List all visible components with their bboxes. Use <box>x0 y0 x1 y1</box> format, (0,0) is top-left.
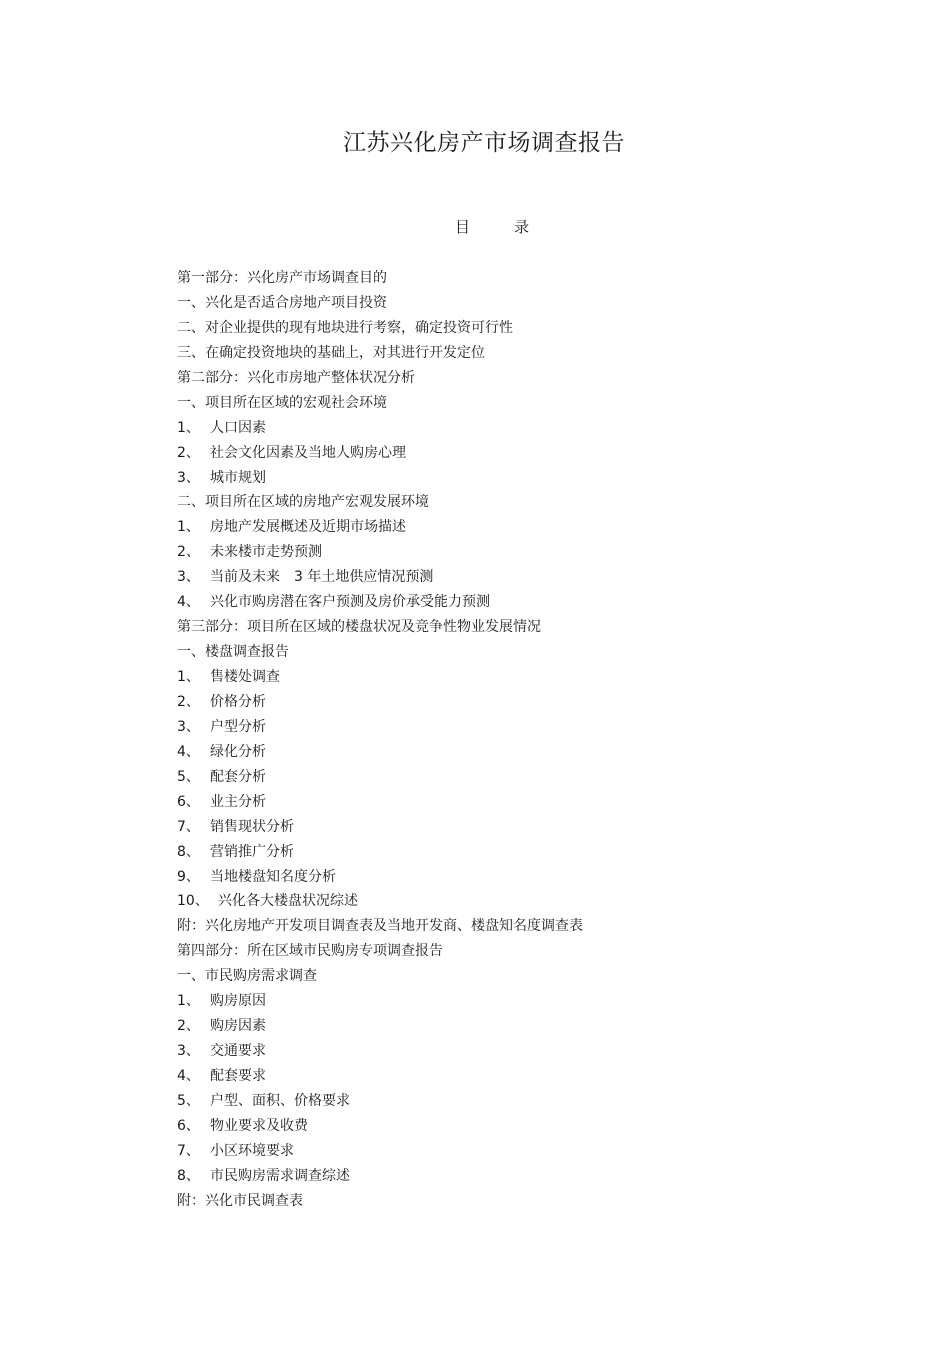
toc-entry-text: 人口因素 <box>210 419 266 436</box>
table-of-contents <box>177 266 583 1214</box>
toc-entry-text: 一、市民购房需求调查 <box>177 968 317 985</box>
toc-entry <box>177 640 583 665</box>
toc-entry-text: 二、对企业提供的现有地块进行考察，确定投资可行性 <box>177 319 513 336</box>
toc-entry-number: 6、 <box>177 793 200 810</box>
toc-entry <box>177 889 583 914</box>
toc-entry-number: 2、 <box>177 444 200 461</box>
toc-entry-number: 5、 <box>177 768 200 785</box>
toc-heading-char: 目 <box>455 218 471 236</box>
toc-entry-number: 4、 <box>177 743 200 760</box>
toc-entry-text: 市民购房需求调查综述 <box>210 1167 350 1184</box>
toc-heading <box>455 216 529 237</box>
toc-entry-number: 1、 <box>177 519 200 536</box>
toc-entry-number: 3、 <box>177 569 200 586</box>
toc-entry-number: 7、 <box>177 1142 200 1159</box>
page-title: 江苏兴化房产市场调查报告 <box>343 130 625 156</box>
toc-entry <box>177 341 583 366</box>
toc-entry-text: 小区环境要求 <box>210 1142 294 1159</box>
toc-entry <box>177 665 583 690</box>
toc-entry-text: 配套要求 <box>210 1068 266 1084</box>
toc-entry <box>177 615 583 640</box>
toc-entry-text: 第一部分：兴化房产市场调查目的 <box>177 270 387 286</box>
toc-entry <box>177 865 583 890</box>
toc-entry-text: 一、兴化是否适合房地产项目投资 <box>177 294 387 311</box>
toc-entry <box>177 1164 583 1189</box>
toc-entry-text: 户型分析 <box>210 718 266 735</box>
toc-entry-text: 价格分析 <box>210 693 266 710</box>
toc-entry-text: 未来楼市走势预测 <box>210 544 322 561</box>
toc-entry-number: 3、 <box>177 718 200 735</box>
toc-entry <box>177 840 583 865</box>
toc-heading-char: 录 <box>514 218 530 236</box>
toc-entry <box>177 1014 583 1039</box>
toc-entry <box>177 391 583 416</box>
toc-entry-number: 3、 <box>177 1043 200 1060</box>
toc-entry-text: 购房原因 <box>210 993 266 1010</box>
toc-entry-number: 5、 <box>177 1092 200 1109</box>
toc-entry-number: 1、 <box>177 669 200 685</box>
toc-entry-number: 1、 <box>177 419 200 436</box>
toc-entry-text: 售楼处调查 <box>210 669 280 685</box>
toc-entry <box>177 815 583 840</box>
toc-entry-text: 房地产发展概述及近期市场描述 <box>210 519 406 536</box>
toc-entry-number: 4、 <box>177 594 200 611</box>
toc-entry <box>177 565 583 590</box>
toc-entry-text: 一、楼盘调查报告 <box>177 644 289 661</box>
toc-entry-text: 附：兴化市民调查表 <box>177 1192 303 1209</box>
toc-entry <box>177 441 583 466</box>
toc-entry <box>177 1114 583 1139</box>
toc-entry-number: 8、 <box>177 843 200 860</box>
toc-entry-number: 7、 <box>177 818 200 835</box>
toc-entry-text: 第四部分：所在区域市民购房专项调查报告 <box>177 943 443 960</box>
toc-entry-text: 当前及未来 3 年土地供应情况预测 <box>210 569 434 586</box>
toc-entry-text: 业主分析 <box>210 793 266 810</box>
toc-entry-text: 城市规划 <box>210 469 266 486</box>
toc-entry <box>177 1039 583 1064</box>
toc-entry <box>177 466 583 491</box>
toc-entry-number: 10、 <box>177 893 209 910</box>
toc-entry <box>177 989 583 1014</box>
toc-entry <box>177 765 583 790</box>
toc-entry-number: 8、 <box>177 1167 200 1184</box>
toc-entry <box>177 790 583 815</box>
toc-entry-text: 兴化各大楼盘状况综述 <box>218 893 358 910</box>
toc-entry <box>177 939 583 964</box>
toc-entry <box>177 291 583 316</box>
toc-entry <box>177 366 583 391</box>
toc-entry <box>177 540 583 565</box>
toc-entry-number: 9、 <box>177 868 200 885</box>
toc-entry-number: 4、 <box>177 1068 200 1084</box>
toc-entry-number: 6、 <box>177 1117 200 1134</box>
toc-entry-text: 第二部分：兴化市房地产整体状况分析 <box>177 369 415 386</box>
toc-entry-text: 一、项目所在区域的宏观社会环境 <box>177 394 387 411</box>
toc-entry-text: 物业要求及收费 <box>210 1117 308 1134</box>
toc-entry-text: 交通要求 <box>210 1043 266 1060</box>
toc-entry <box>177 490 583 515</box>
toc-entry <box>177 914 583 939</box>
toc-entry-text: 三、在确定投资地块的基础上，对其进行开发定位 <box>177 344 485 361</box>
toc-entry-text: 配套分析 <box>210 768 266 785</box>
toc-entry <box>177 740 583 765</box>
toc-entry <box>177 1189 583 1214</box>
toc-entry <box>177 964 583 989</box>
toc-entry-text: 兴化市购房潜在客户预测及房价承受能力预测 <box>210 594 490 611</box>
toc-entry-number: 2、 <box>177 544 200 561</box>
toc-entry-text: 购房因素 <box>210 1018 266 1035</box>
toc-entry <box>177 1089 583 1114</box>
toc-entry <box>177 416 583 441</box>
toc-entry-text: 二、项目所在区域的房地产宏观发展环境 <box>177 494 429 511</box>
toc-entry-text: 当地楼盘知名度分析 <box>210 868 336 885</box>
toc-entry-text: 绿化分析 <box>210 743 266 760</box>
toc-entry-number: 3、 <box>177 469 200 486</box>
toc-entry-text: 营销推广分析 <box>210 843 294 860</box>
toc-entry <box>177 1139 583 1164</box>
toc-entry <box>177 690 583 715</box>
toc-entry-text: 户型、面积、价格要求 <box>210 1092 350 1109</box>
toc-entry-text: 销售现状分析 <box>210 818 294 835</box>
toc-entry <box>177 590 583 615</box>
toc-entry-text: 第三部分：项目所在区域的楼盘状况及竞争性物业发展情况 <box>177 619 541 636</box>
toc-entry-number: 2、 <box>177 693 200 710</box>
toc-entry <box>177 1064 583 1089</box>
toc-entry-number: 1、 <box>177 993 200 1010</box>
toc-entry-text: 附：兴化房地产开发项目调查表及当地开发商、楼盘知名度调查表 <box>177 918 583 935</box>
toc-entry-text: 社会文化因素及当地人购房心理 <box>210 444 406 461</box>
toc-entry <box>177 515 583 540</box>
toc-entry <box>177 715 583 740</box>
toc-entry <box>177 316 583 341</box>
toc-entry <box>177 266 583 291</box>
toc-entry-number: 2、 <box>177 1018 200 1035</box>
